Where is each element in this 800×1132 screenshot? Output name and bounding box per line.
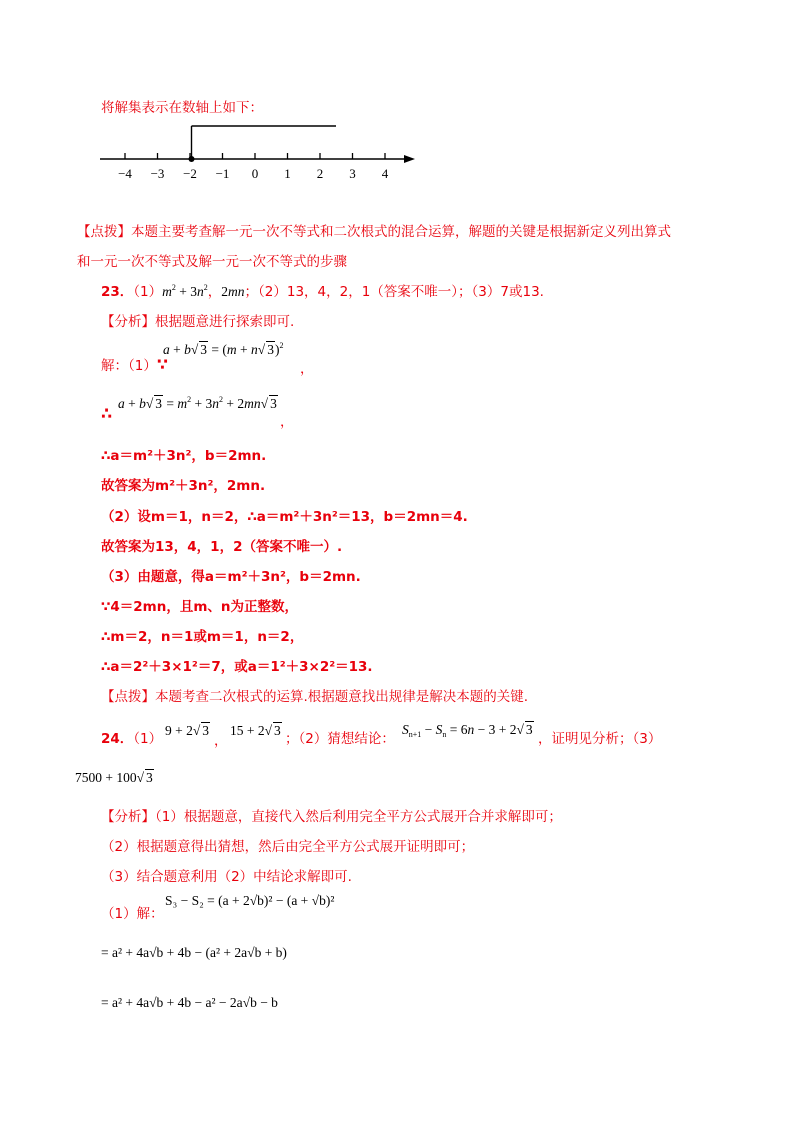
intro-text: 将解集表示在数轴上如下： — [101, 100, 263, 116]
s-n: n — [467, 722, 475, 737]
q23-expr1: $m^2 + 3n^2$ — [162, 283, 208, 299]
tip1-line2: 和一元一次不等式及解一元一次不等式的步骤 — [77, 254, 347, 270]
q24-part1: （1） — [133, 731, 163, 747]
tip1-text1: 本题主要考查解一元一次不等式和二次根式的混合运算，解题的关键是根据新定义列出算式 — [131, 224, 671, 240]
s-eq6: = 6 — [446, 722, 468, 737]
analysis-text: 根据题意进行探索即可. — [155, 314, 295, 330]
tick-label: 0 — [251, 166, 259, 181]
tick-label: −4 — [118, 166, 132, 181]
q24-ans3: 7500 + 100√ 3 — [75, 770, 153, 785]
eq1: a + b√ 3 = (m + n√ 3)$^2$ — [163, 341, 284, 357]
eq1-plus: + — [169, 342, 185, 357]
sep: ， — [207, 284, 222, 300]
analysis-tag: 【分析】 — [101, 314, 155, 330]
s-root: 3 — [525, 722, 533, 737]
analysis23 — [101, 313, 294, 331]
q23-rest: ；（2）13，4，2，1（答案不唯一）；（3）7或13. — [244, 284, 544, 300]
eq1-root: 3 — [200, 342, 208, 357]
q24-part2: ；（2）猜想结论： — [285, 731, 395, 747]
q24-conclusion: $S_{n+1} - S_n = 6n - 3 + 2√$ 3 — [402, 722, 533, 739]
eq2-n: n — [212, 396, 220, 411]
s3-sub: n — [442, 730, 447, 739]
analysis24-line1 — [101, 808, 562, 826]
q24-sep: ， — [214, 733, 228, 749]
eq2-root2: 3 — [270, 396, 277, 411]
q24-part3: ，证明见分析；（3） — [538, 731, 662, 747]
eq1-plus2: + — [236, 342, 252, 357]
number-line — [95, 115, 425, 187]
tip1-line1 — [77, 223, 671, 241]
mn-var: mn — [228, 284, 245, 299]
two: 2 — [221, 284, 229, 299]
ans3a: 7500 + 100 — [75, 770, 137, 785]
line-l6: ∵4＝2mn，且m、n为正整数， — [101, 599, 299, 615]
eq2-eq: = — [163, 396, 178, 411]
eq1-paren: ) — [274, 342, 280, 357]
eq2-b: b — [139, 396, 146, 411]
q24-line — [101, 730, 162, 748]
v2a: 15 + 2 — [230, 723, 265, 738]
eq2-m: m — [177, 396, 188, 411]
s1: S — [402, 722, 409, 737]
tick-label: 3 — [349, 166, 356, 181]
tick-label: 2 — [316, 166, 324, 181]
line-l3: （2）设m＝1，n＝2，∴a＝m²＋3n²＝13，b＝2mn＝4. — [101, 509, 468, 525]
eq1-root2: 3 — [267, 342, 274, 357]
q23-answer — [101, 283, 544, 301]
s-minus: − — [421, 722, 436, 737]
closed-point — [189, 156, 195, 162]
eq2-mn: mn — [244, 396, 261, 411]
q23-expr2 — [221, 284, 244, 299]
s3: S — [435, 722, 443, 737]
v1b: 3 — [202, 723, 210, 738]
eq1-comma: ， — [300, 361, 314, 377]
sol-jie: 解：（1） — [101, 358, 157, 374]
therefore-symbol: ∴ — [101, 404, 113, 423]
q23-number: 23． — [101, 284, 134, 300]
analysis24-line2: （2）根据题意得出猜想，然后由完全平方公式展开证明即可； — [101, 839, 475, 855]
q24-val1: 9 + 2√ 3 — [165, 723, 210, 738]
sol-line1 — [101, 356, 168, 375]
ans3b: 3 — [146, 770, 153, 785]
because-symbol: ∵ — [156, 355, 168, 374]
eq1-b: b — [184, 342, 191, 357]
q24-number: 24． — [101, 731, 134, 747]
eq2-comma: ， — [280, 414, 294, 430]
tip2 — [101, 688, 528, 706]
eq2-a: a — [118, 396, 125, 411]
tick-label: −3 — [150, 166, 165, 181]
eq2-root: 3 — [155, 396, 163, 411]
analysis24-tag: 【分析】 — [101, 809, 155, 825]
tick-label: 1 — [284, 166, 291, 181]
analysis24-line3: （3）结合题意利用（2）中结论求解即可. — [101, 869, 352, 885]
line-l2: 故答案为m²＋3n²，2mn. — [101, 478, 266, 494]
line-l4: 故答案为13，4，1，2（答案不唯一）. — [101, 539, 343, 555]
s-rest: − 3 + 2 — [474, 722, 517, 737]
sol24-eq3: = a² + 4a√b + 4b − a² − 2a√b − b — [101, 995, 278, 1010]
eq1-eq: = ( — [208, 342, 227, 357]
eq2-plus: + — [124, 396, 140, 411]
sol24-eq2: = a² + 4a√b + 4b − (a² + 2a√b + b) — [101, 945, 287, 960]
eq1-n: n — [251, 342, 258, 357]
tip2-tag: 【点拨】 — [101, 689, 155, 705]
sol24-jie: （1）解： — [101, 906, 164, 922]
plus3: + 3 — [175, 284, 198, 299]
tick-label: 4 — [381, 166, 389, 181]
tick-label: −1 — [215, 166, 230, 181]
n-var: n — [197, 284, 204, 299]
m-var: m — [162, 284, 172, 299]
s1-sub: n+1 — [408, 730, 422, 739]
v1a: 9 + 2 — [165, 723, 193, 738]
line-l8: ∴a＝2²＋3×1²＝7，或a＝1²＋3×2²＝13. — [101, 659, 373, 675]
eq2-plus2: + 2 — [223, 396, 245, 411]
v2b: 3 — [274, 723, 281, 738]
eq2: a + b√ $3 = m^2 + 3n^2 + 2mn√$ 3 — [118, 395, 277, 411]
line-l1: ∴a＝m²＋3n²，b＝2mn. — [101, 448, 267, 464]
eq2-plus3: + 3 — [191, 396, 213, 411]
eq1-a: a — [163, 342, 170, 357]
q23-part1: （1） — [133, 284, 163, 300]
tick-label: −2 — [183, 166, 197, 181]
tip2-text: 本题考查二次根式的运算.根据题意找出规律是解决本题的关键. — [155, 689, 529, 705]
q24-val2: 15 + 2√ 3 — [230, 723, 281, 738]
sol24-eq1: S₃ − S₂ = (a + 2√b)² − (a + √b)² — [165, 893, 335, 908]
line-l7: ∴m＝2，n＝1或m＝1，n＝2， — [101, 629, 304, 645]
analysis24-t1: （1）根据题意，直接代入然后利用完全平方公式展开合并求解即可； — [155, 809, 562, 825]
tip-tag: 【点拨】 — [77, 224, 131, 240]
eq1-m: m — [226, 342, 237, 357]
line-l5: （3）由题意，得a＝m²＋3n²，b＝2mn. — [101, 569, 361, 585]
